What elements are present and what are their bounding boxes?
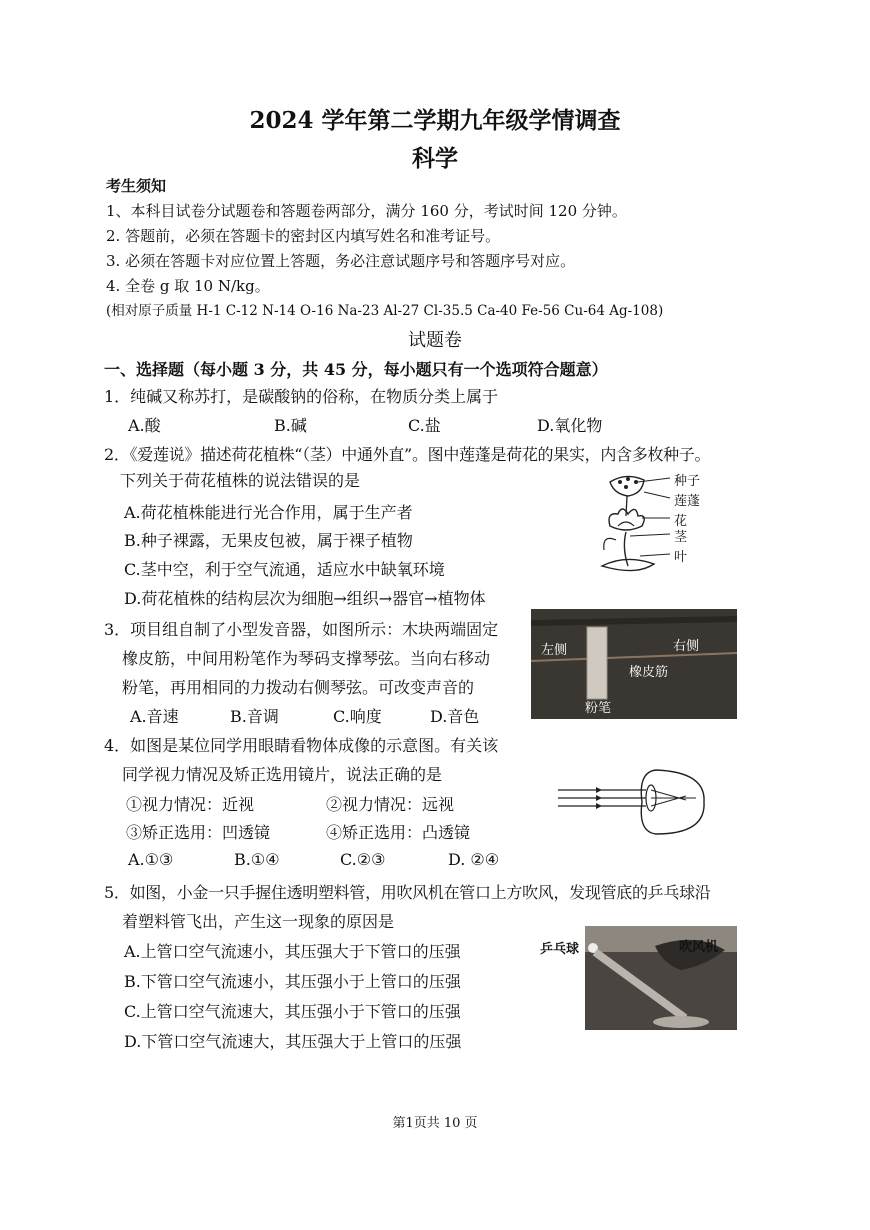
- paper-label: 试题卷: [408, 330, 462, 351]
- q4-option-c: C.②③: [340, 850, 386, 869]
- q3-option-c: C.响度: [333, 707, 382, 726]
- q5-option-c: C.上管口空气流速大，其压强小于下管口的压强: [124, 1002, 461, 1021]
- label-seed: 种子: [674, 474, 701, 489]
- q5-option-d: D.下管口空气流速大，其压强大于上管口的压强: [124, 1032, 462, 1051]
- notice-item: 1、本科目试卷分试题卷和答题卷两部分，满分 160 分，考试时间 120 分钟。: [106, 202, 627, 220]
- q2-option-d: D.荷花植株的结构层次为细胞→组织→器官→植物体: [124, 589, 486, 608]
- question-5-line: 着塑料管飞出，产生这一现象的原因是: [122, 912, 395, 931]
- label-hair-dryer: 吹风机: [679, 940, 719, 955]
- q5-option-a: A.上管口空气流速小，其压强大于下管口的压强: [124, 942, 461, 961]
- q4-statement-2: ②视力情况：远视: [326, 795, 455, 814]
- notice-heading: 考生须知: [106, 177, 167, 195]
- q1-option-d: D.氧化物: [537, 416, 603, 435]
- label-left: 左侧: [541, 643, 568, 658]
- label-chalk: 粉笔: [585, 701, 612, 716]
- q1-option-a: A.酸: [128, 416, 161, 435]
- question-3-line: 粉笔，再用相同的力拨动右侧琴弦。可改变声音的: [122, 678, 475, 697]
- label-leaf: 叶: [674, 550, 688, 565]
- question-2-stem: 2．《爱莲说》描述荷花植株“（茎）中通外直”。图中莲蓬是荷花的果实，内含多枚种子。: [104, 445, 711, 464]
- q5-option-b: B.下管口空气流速小，其压强小于上管口的压强: [124, 972, 461, 991]
- q4-statement-1: ①视力情况：近视: [126, 795, 255, 814]
- eye-diagram: [556, 762, 706, 842]
- lotus-figure: [596, 468, 746, 578]
- q1-option-c: C.盐: [408, 416, 441, 435]
- q4-option-b: B.①④: [234, 850, 280, 869]
- label-seedpod: 莲蓬: [674, 494, 701, 509]
- q3-option-a: A.音速: [130, 707, 179, 726]
- question-2-stem-2: 下列关于荷花植株的说法错误的是: [120, 471, 361, 490]
- page-title: 2024 学年第二学期九年级学情调查: [249, 107, 621, 134]
- q2-option-a: A.荷花植株能进行光合作用，属于生产者: [124, 503, 413, 522]
- label-flower: 花: [674, 514, 688, 529]
- q4-statement-4: ④矫正选用：凸透镜: [326, 823, 471, 842]
- q3-option-b: B.音调: [230, 707, 279, 726]
- question-1-stem: 1．纯碱又称苏打，是碳酸钠的俗称，在物质分类上属于: [104, 387, 499, 406]
- q4-option-d: D. ②④: [448, 850, 500, 869]
- q2-option-c: C.茎中空，利于空气流通，适应水中缺氧环境: [124, 560, 445, 579]
- notice-item: 4. 全卷 g 取 10 N/kg。: [106, 277, 270, 295]
- question-4-line: 同学视力情况及矫正选用镜片，说法正确的是: [122, 765, 443, 784]
- q3-option-d: D.音色: [430, 707, 480, 726]
- blower-photo: [585, 926, 737, 1030]
- question-5-line: 5．如图，小金一只手握住透明塑料管，用吹风机在管口上方吹风，发现管底的乒乓球沿: [104, 883, 711, 902]
- q4-statement-3: ③矫正选用：凹透镜: [126, 823, 271, 842]
- notice-item: 2. 答题前，必须在答题卡的密封区内填写姓名和准考证号。: [106, 227, 501, 245]
- question-3-line: 橡皮筋，中间用粉笔作为琴码支撑琴弦。当向右移动: [122, 649, 491, 668]
- lotus-drawing: [596, 468, 746, 578]
- eye-drawing: [556, 762, 706, 842]
- section-heading: 一、选择题（每小题 3 分，共 45 分，每小题只有一个选项符合题意）: [104, 360, 608, 379]
- q4-option-a: A.①③: [128, 850, 174, 869]
- label-ping-pong-ball: 乒乓球: [540, 942, 580, 957]
- label-rubber-band: 橡皮筋: [629, 665, 669, 680]
- sound-device-photo: [531, 609, 737, 719]
- question-3-line: 3．项目组自制了小型发音器，如图所示：木块两端固定: [104, 620, 499, 639]
- subject-title: 科学: [412, 145, 458, 172]
- atomic-mass-line: (相对原子质量 H-1 C-12 N-14 O-16 Na-23 Al-27 Cl-35.5 Ca-40 Fe-56 Cu-64 Ag-108): [106, 303, 664, 319]
- notice-item: 3. 必须在答题卡对应位置上答题，务必注意试题序号和答题序号对应。: [106, 252, 576, 270]
- label-stem: 茎: [674, 530, 688, 545]
- q1-option-b: B.碱: [274, 416, 307, 435]
- q2-option-b: B.种子裸露，无果皮包被，属于裸子植物: [124, 531, 413, 550]
- page-footer: 第1页共 10 页: [392, 1116, 478, 1131]
- label-right: 右侧: [673, 639, 700, 654]
- question-4-line: 4．如图是某位同学用眼睛看物体成像的示意图。有关该: [104, 736, 499, 755]
